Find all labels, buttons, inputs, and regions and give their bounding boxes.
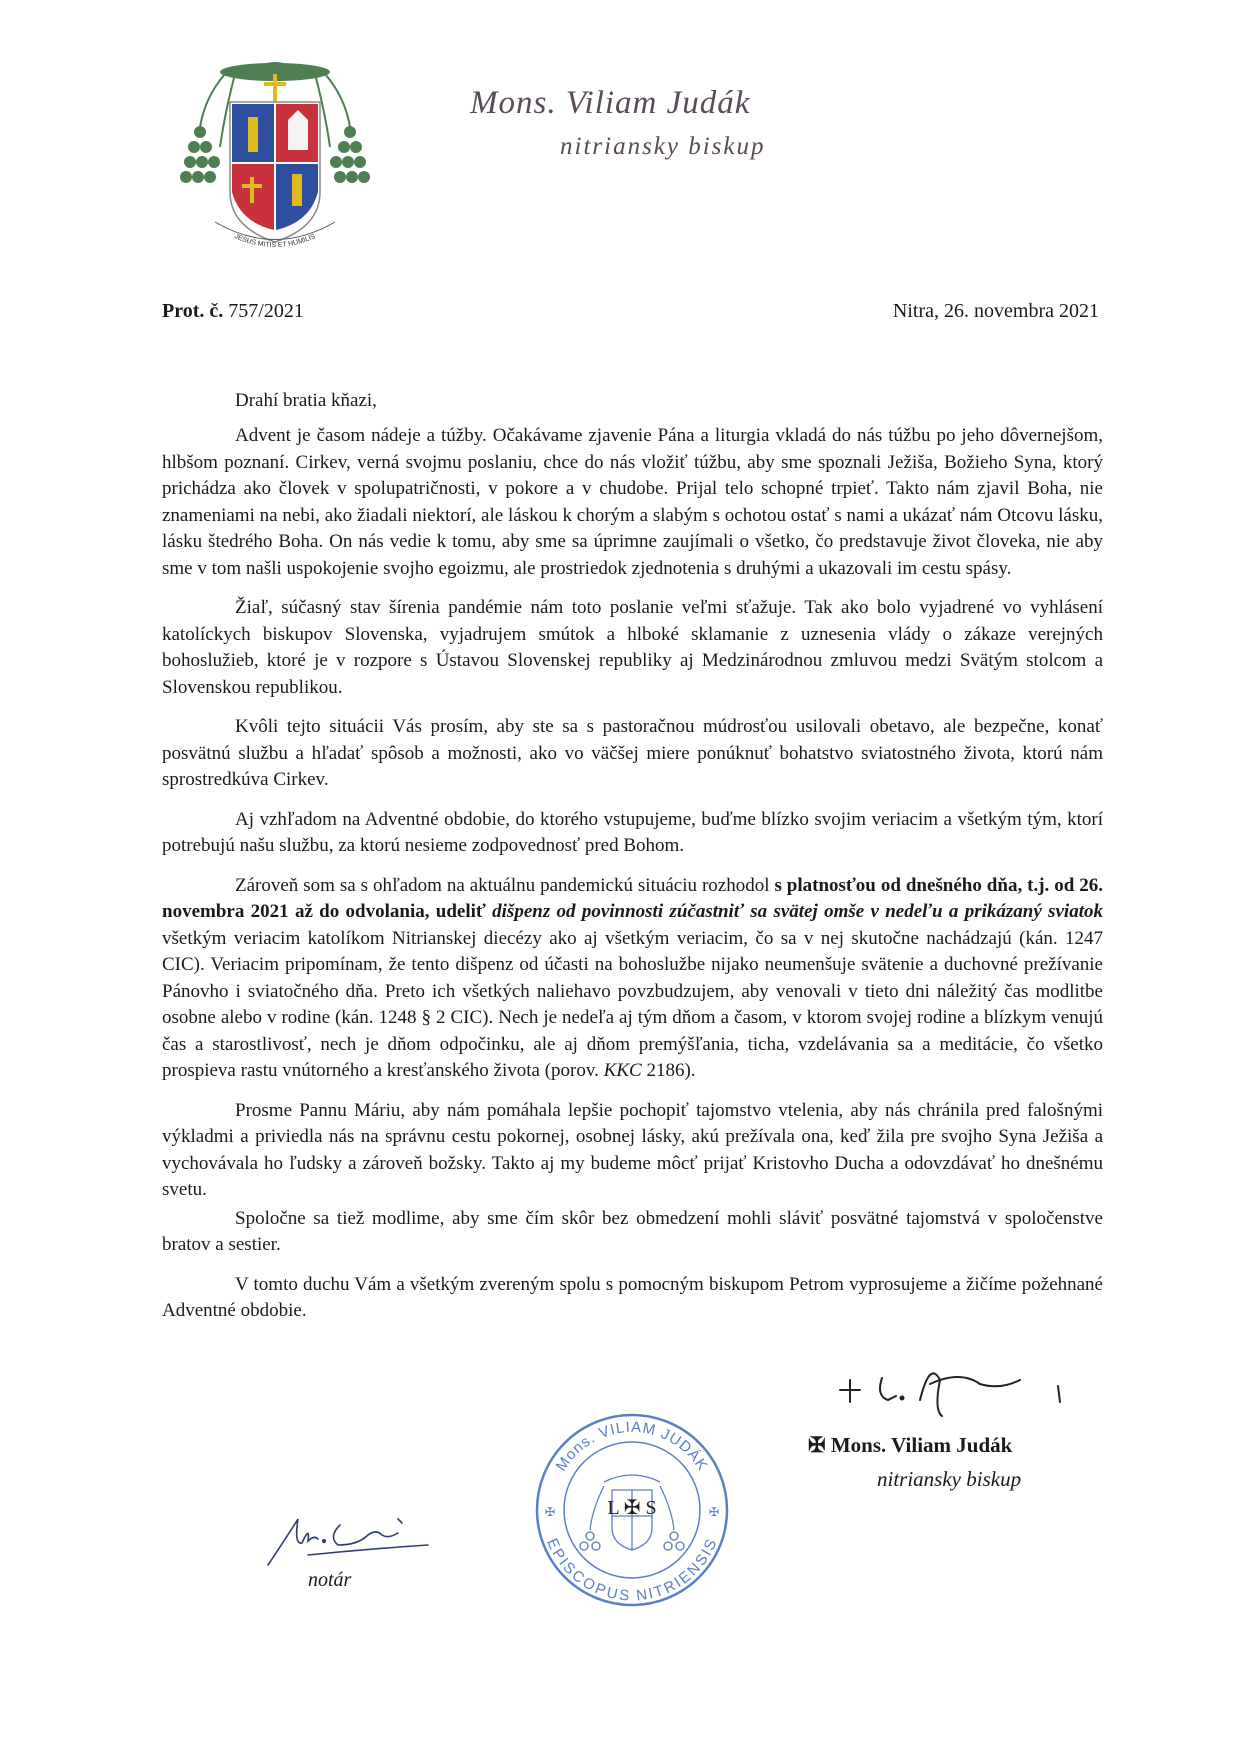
p5-intro: Zároveň som sa s ohľadom na aktuálnu pandemickú situáciu rozhodol — [235, 874, 775, 896]
protocol-label: Prot. č. — [162, 300, 224, 322]
svg-text:✠: ✠ — [544, 1505, 556, 1519]
notary-label: notár — [308, 1569, 352, 1591]
letter-body — [162, 423, 1103, 1325]
svg-text:Mons. VILIAM JUDÁK — [553, 1419, 711, 1474]
paragraph-6: Prosme Pannu Máriu, aby nám pomáhala lepšie pochopiť tajomstvo vtelenia, aby nás chránila pred falošnými výkladmi a priviedla nás na správnu cestu pokornej, osobnej lásky, akú prežívala ona, keď žila pre svojho Syna Ježiša a vychovávala ho ľudsky a zároveň božsky. Takto aj my budeme môcť prijať Kristovho Ducha a odovzdávať ho dnešnému svetu. — [162, 1099, 1103, 1200]
seal-top-text: Mons. VILIAM JUDÁK — [552, 1418, 712, 1475]
paragraph-3: Kvôli tejto situácii Vás prosím, aby ste sa s pastoračnou múdrosťou usilovali obetavo, ale bezpečne, konať posvätnú službu a hľadať spôsob a možnosti, ako vo väčšej miere ponúknuť bohatstvo sviatostného života, ktorú nám sprostredkúva Cirkev. — [162, 716, 1103, 790]
paragraph-7: Spoločne sa tiež modlime, aby sme čím skôr bez obmedzení mohli sláviť posvätné tajomstvá v spoločenstve bratov a sestier. — [162, 1207, 1103, 1255]
paragraph-5 — [162, 873, 1103, 1085]
letterhead-name: Mons. Viliam Judák — [470, 85, 751, 121]
p5-kkc: KKC — [603, 1060, 642, 1081]
p5-bold: s platnosťou od dnešného dňa, t.j. od 26. novembra 2021 až do odvolania, udeliť — [162, 874, 1103, 922]
coat-motto: JESUS MITIS ET HUMILIS — [233, 233, 317, 250]
svg-text:✠: ✠ — [708, 1505, 720, 1519]
protocol-value: 757/2021 — [228, 300, 304, 322]
seal-ls-mark: L ✠ S — [607, 1497, 657, 1519]
signer-title: nitriansky biskup — [877, 1467, 1022, 1491]
paragraph-4: Aj vzhľadom na Adventné obdobie, do ktorého vstupujeme, buďme blízko svojim veriacim a všetkým tým, ktorí potrebujú našu službu, za ktorú nesieme zodpovednosť pred Bohom. — [162, 808, 1103, 856]
notary-signature — [258, 1505, 438, 1575]
paragraph-2: Žiaľ, súčasný stav šírenia pandémie nám toto poslanie veľmi sťažuje. Tak ako bolo vyjadrené vo vyhlásení katolíckych biskupov Slovenska, vyjadrujem smútok a hlboké sklamanie z uznesenia vlády o zákaze verejných bohoslužieb, ktoré je v rozpore s Ústavou Slovenskej republiky aj Medzinárodnou zmluvou medzi Svätým stolcom a Slovenskou republikou. — [162, 597, 1103, 698]
p5-rest: všetkým veriacim katolíkom Nitrianskej diecézy ako aj všetkým veriacim, čo sa v nej skutočne nachádzajú (kán. 1247 CIC). Veriacim pripomínam, že tento dišpenz od účasti na bohoslužbe nijako neumenšuje svätenie a duchovné prežívanie Pánovho i sviatočného dňa. Preto ich všetkých naliehavo povzbudzujem, aby venovali v tieto dni náležitý čas modlitbe osobne alebo v rodine (kán. 1248 § 2 CIC). Nech je nedeľa aj tým dňom a časom, v ktorom svojej rodine a blízkym venujú čas a starostlivosť, nech je dňom odpočinku, ale aj dňom premýšľania, ticha, vzdelávania sa a meditácie, čo všetko prospieva rastu vnútorného a kresťanského života (porov. — [162, 927, 1103, 1081]
protocol-number — [162, 300, 304, 323]
dateline: Nitra, 26. novembra 2021 — [892, 300, 1099, 322]
official-seal — [532, 1410, 732, 1610]
signer-name: ✠ Mons. Viliam Judák — [808, 1433, 1013, 1457]
letterhead-title: nitriansky biskup — [560, 133, 766, 160]
salutation: Drahí bratia kňazi, — [235, 390, 377, 411]
seal-bottom-text: EPISCOPUS NITRIENSIS — [543, 1535, 721, 1605]
bishop-signature — [830, 1350, 1070, 1420]
p5-end: 2186). — [641, 1060, 696, 1081]
p5-bold-italic: dišpenz od povinnosti zúčastniť sa svätej omše v nedeľu a prikázaný sviatok — [492, 901, 1103, 922]
paragraph-8: V tomto duchu Vám a všetkým zvereným spolu s pomocným biskupom Petrom vyprosujeme a žičíme požehnané Adventné obdobie. — [162, 1273, 1103, 1321]
paragraph-1: Advent je časom nádeje a túžby. Očakávame zjavenie Pána a liturgia vkladá do nás túžbu po jeho dôvernejšom, hlbšom poznaní. Cirkev, verná svojmu poslaniu, chce do nás vložiť túžbu, aby sme spoznali Ježiša, Božieho Syna, ktorý prichádza ako človek v spolupatričnosti, v pokore a v chudobe. Prijal telo schopné trpieť. Takto nám zjavil Boha, nie znameniami na nebi, ako žiadali niektorí, ale láskou k chorým a slabým s ochotou ostať s nami a ukázať nám Otcovu lásku, lásku štedrého Boha. On nás vedie k tomu, aby sme sa úprimne zaujímali o všetko, čo predstavuje život človeka, nie aby sme v tom našli uspokojenie svojho egoizmu, ale prostriedok zjednotenia s druhými a ukazovali im cestu spásy. — [162, 425, 1103, 579]
coat-of-arms — [180, 52, 370, 262]
